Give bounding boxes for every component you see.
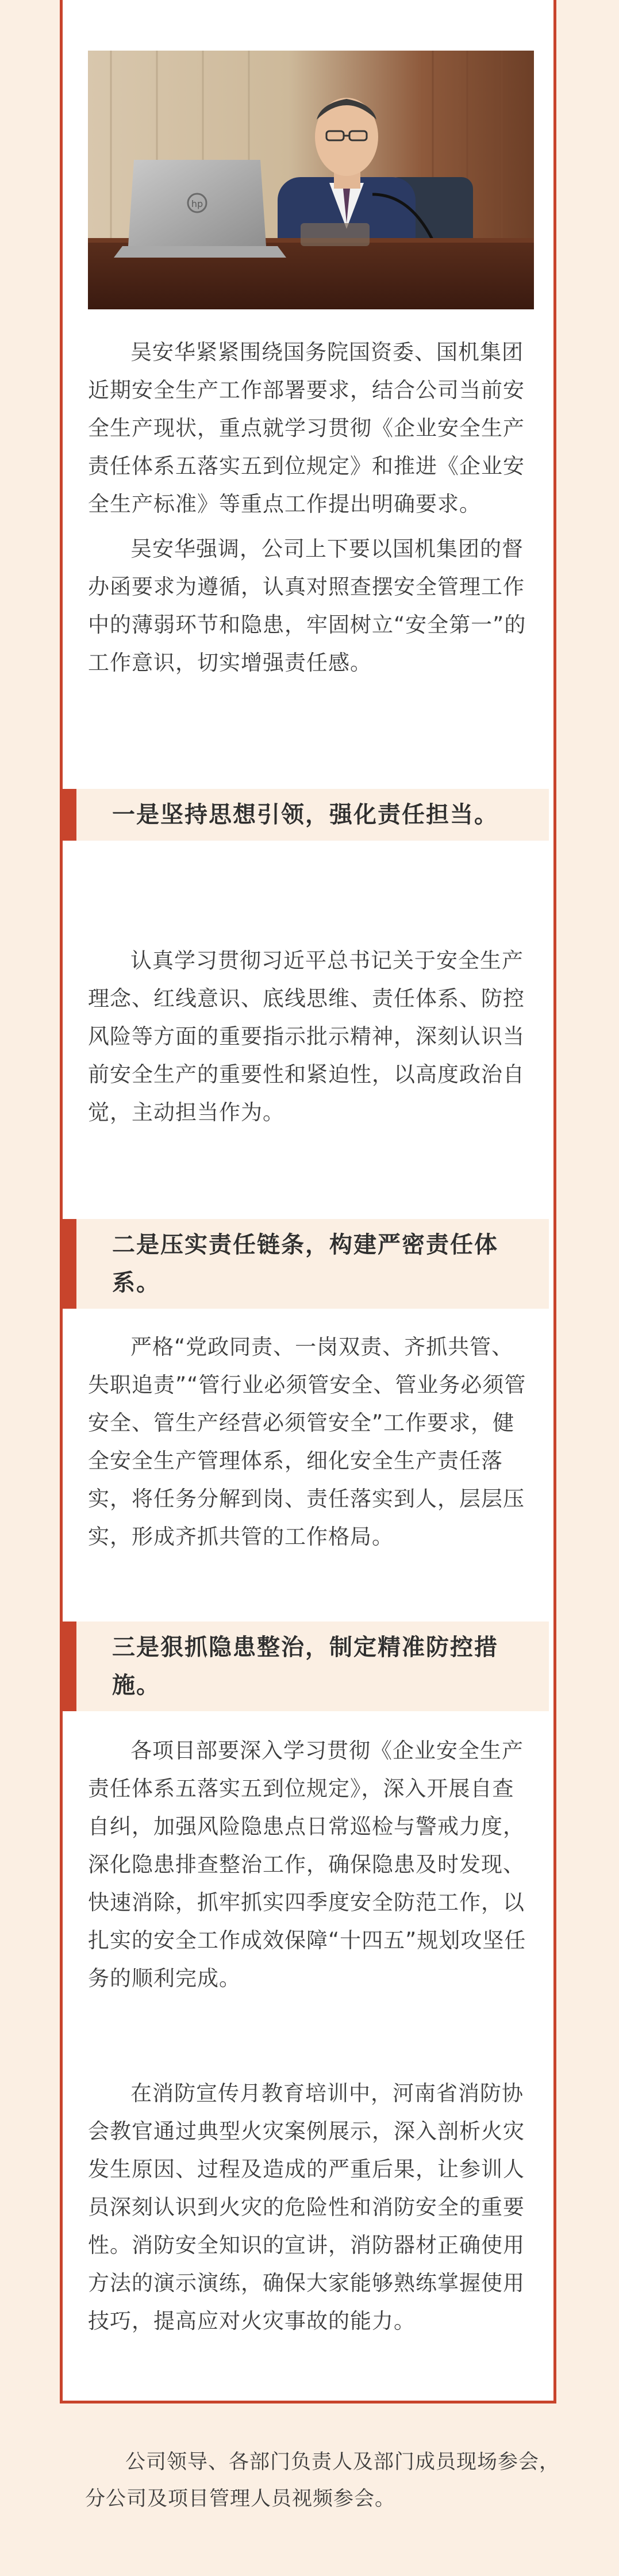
section-heading-3-text: 三是狠抓隐患整治，制定精准防控措施。 [112,1634,498,1699]
heading-accent-bar [63,1621,76,1711]
section-heading-1 [63,789,549,841]
heading-accent-bar [63,789,76,841]
paragraph-fire-training: 在消防宣传月教育培训中，河南省消防协会教官通过典型火灾案例展示，深入剖析火灾发生原因、过程及造成的严重后果，让参训人员深刻认识到火灾的危险性和消防安全的重要性。消防安全知识的宣讲，消防器材正确使用方法的演示演练，确保大家能够熟练掌握使用技巧，提高应对火灾事故的能力。 [88,2081,525,2333]
paragraph-section-1: 认真学习贯彻习近平总书记关于安全生产理念、红线意识、底线思维、责任体系、防控风险等方面的重要指示批示精神，深刻认识当前安全生产的重要性和紧迫性，以高度政治自觉，主动担当作为。 [88,948,525,1125]
paragraph-section-3: 各项目部要深入学习贯彻《企业安全生产责任体系五落实五到位规定》，深入开展自查自纠，加强风险隐患点日常巡检与警戒力度，深化隐患排查整治工作，确保隐患及时发现、快速消除，抓牢抓实四季度安全防范工作，以扎实的安全工作成效保障“十四五”规划攻坚任务的顺利完成。 [88,1738,526,1991]
paragraph-requirements: 吴安华紧紧围绕国务院国资委、国机集团近期安全生产工作部署要求，结合公司当前安全生产现状，重点就学习贯彻《企业安全生产责任体系五落实五到位规定》和推进《企业安全生产标准》等重点工作提出明确要求。 [88,340,525,516]
speaker-photo [88,51,534,309]
section-heading-3 [63,1621,549,1711]
paragraph-section-2: 严格“党政同责、一岗双责、齐抓共管、失职追责”“管行业必须管安全、管业务必须管安全、管生产经营必须管安全”工作要求，健全安全生产管理体系，细化安全生产责任落实，将任务分解到岗、责任落实到人，层层压实，形成齐抓共管的工作格局。 [88,1335,526,1549]
laptop-logo: hp [191,198,203,209]
article-frame [60,0,556,2404]
section-heading-1-text: 一是坚持思想引领，强化责任担当。 [112,802,498,828]
paragraph-emphasis: 吴安华强调，公司上下要以国机集团的督办函要求为遵循，认真对照查摆安全管理工作中的薄弱环节和隐患，牢固树立“安全第一”的工作意识，切实增强责任感。 [88,536,526,675]
section-heading-2 [63,1219,549,1309]
section-heading-2-text: 二是压实责任链条，构建严密责任体系。 [112,1232,498,1296]
heading-accent-bar [63,1219,76,1309]
footer-note: 公司领导、各部门负责人及部门成员现场参会，分公司及项目管理人员视频参会。 [85,2451,560,2510]
